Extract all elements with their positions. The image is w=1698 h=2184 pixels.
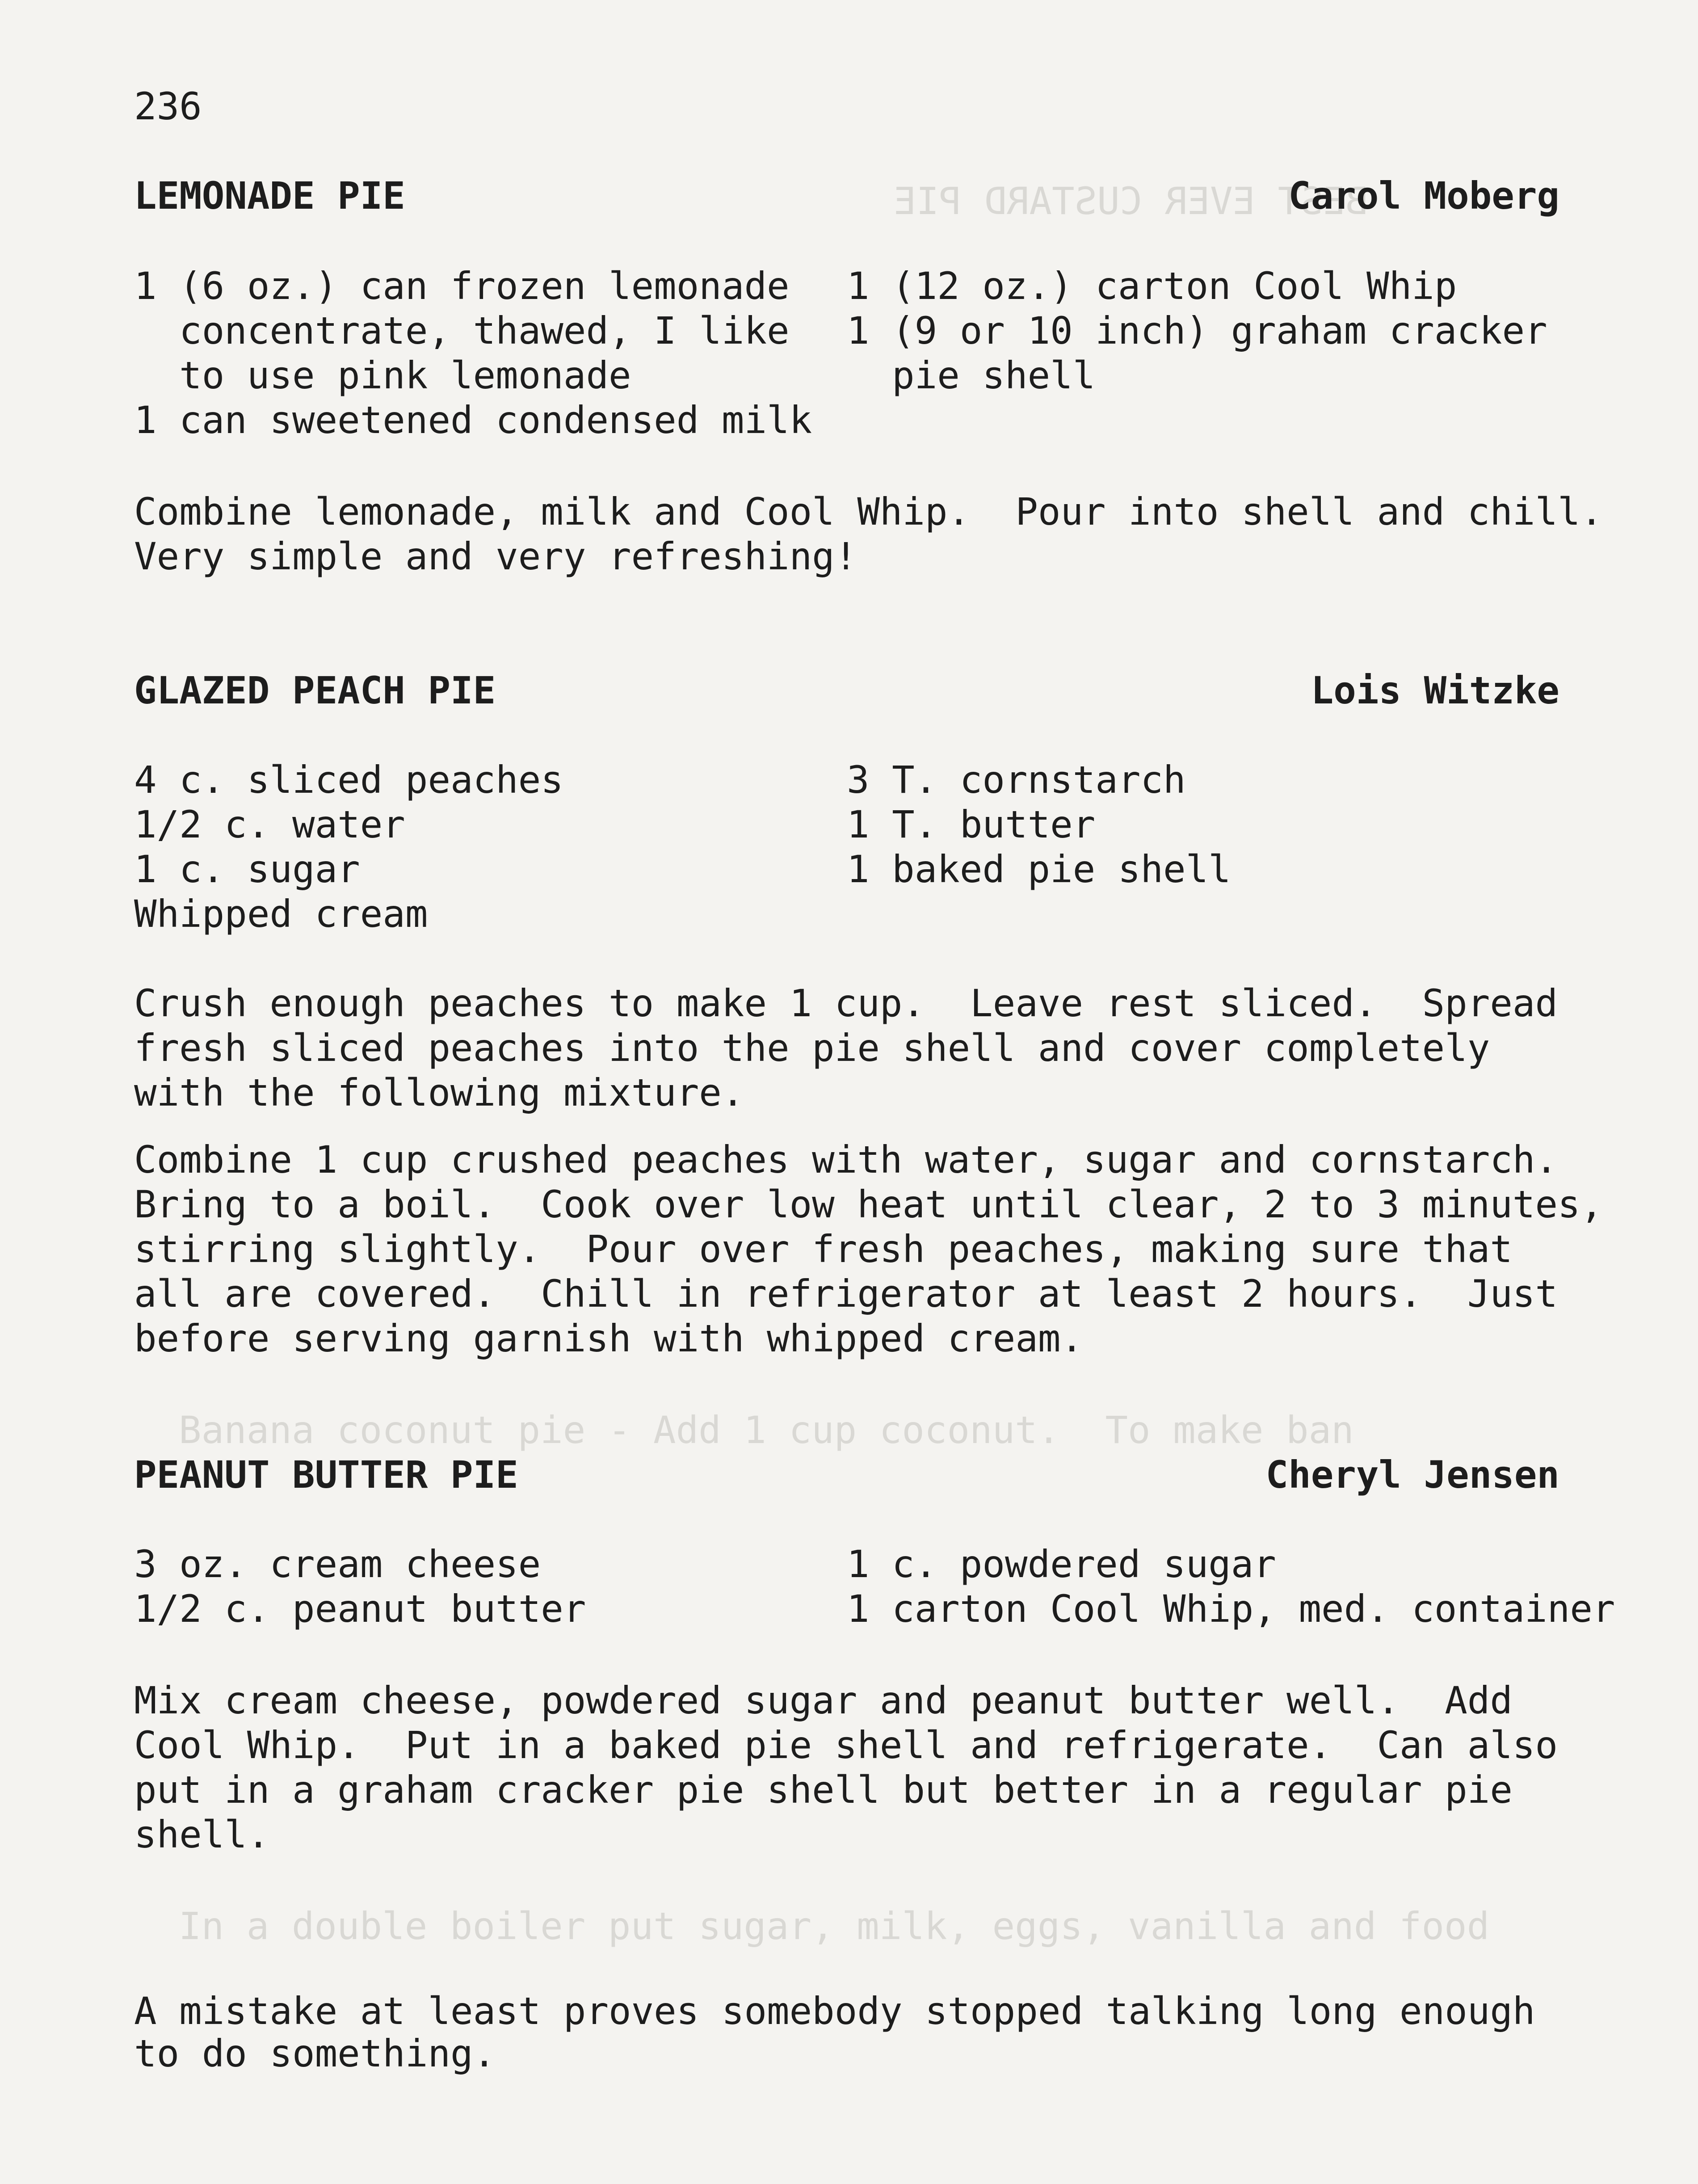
ingredient-line: 1 T. butter	[847, 803, 1096, 846]
direction-line: before serving garnish with whipped cream.	[134, 1317, 1084, 1360]
recipe-author: Cheryl Jensen	[1265, 1453, 1559, 1497]
direction-line: Crush enough peaches to make 1 cup. Leave rest sliced. Spread	[134, 981, 1558, 1025]
direction-line: Cool Whip. Put in a baked pie shell and refrigerate. Can also	[134, 1723, 1558, 1767]
ingredient-line: 4 c. sliced peaches	[134, 758, 563, 802]
quote-line: to do something.	[134, 2032, 496, 2075]
ingredient-line: 3 T. cornstarch	[847, 758, 1186, 802]
direction-line: Mix cream cheese, powdered sugar and peanut butter well. Add	[134, 1679, 1513, 1722]
ingredient-line: to use pink lemonade	[134, 353, 631, 397]
bleed-through-text: BEST EVER CUSTARD PIE	[894, 179, 1369, 223]
ingredient-line: 1 c. sugar	[134, 847, 360, 891]
ingredient-line: 1 (9 or 10 inch) graham cracker	[847, 309, 1547, 353]
direction-line: Very simple and very refreshing!	[134, 534, 857, 578]
ingredient-line: 1 (6 oz.) can frozen lemonade	[134, 264, 790, 308]
bleed-through-text: Banana coconut pie - Add 1 cup coconut. To make ban	[179, 1408, 1354, 1452]
page-number: 236	[134, 84, 202, 128]
direction-line: fresh sliced peaches into the pie shell and cover completely	[134, 1026, 1490, 1070]
ingredient-line: 3 oz. cream cheese	[134, 1542, 541, 1586]
recipe-title: LEMONADE PIE	[134, 174, 405, 218]
direction-line: Combine lemonade, milk and Cool Whip. Pour into shell and chill.	[134, 490, 1603, 534]
recipe-title: GLAZED PEACH PIE	[134, 669, 496, 712]
ingredient-line: 1 baked pie shell	[847, 847, 1231, 891]
direction-line: with the following mixture.	[134, 1071, 744, 1115]
ingredient-line: 1/2 c. peanut butter	[134, 1587, 586, 1631]
direction-line: stirring slightly. Pour over fresh peaches, making sure that	[134, 1227, 1513, 1271]
ingredient-line: 1 (12 oz.) carton Cool Whip	[847, 264, 1457, 308]
direction-line: Combine 1 cup crushed peaches with water, sugar and cornstarch.	[134, 1138, 1558, 1182]
ingredient-line: pie shell	[847, 353, 1096, 397]
recipe-author: Carol Moberg	[1288, 174, 1559, 218]
ingredient-line: Whipped cream	[134, 892, 428, 936]
recipe-author: Lois Witzke	[1311, 669, 1559, 712]
ingredient-line: 1 c. powdered sugar	[847, 1542, 1276, 1586]
ingredient-line: concentrate, thawed, I like	[134, 309, 790, 353]
direction-line: Bring to a boil. Cook over low heat until clear, 2 to 3 minutes,	[134, 1182, 1603, 1226]
ingredient-line: 1/2 c. water	[134, 803, 405, 846]
recipe-title: PEANUT BUTTER PIE	[134, 1453, 518, 1497]
direction-line: shell.	[134, 1813, 270, 1856]
direction-line: put in a graham cracker pie shell but better in a regular pie	[134, 1768, 1513, 1812]
direction-line: all are covered. Chill in refrigerator at least 2 hours. Just	[134, 1272, 1558, 1316]
ingredient-line: 1 carton Cool Whip, med. container	[847, 1587, 1615, 1631]
quote-line: A mistake at least proves somebody stopped talking long enough	[134, 1989, 1535, 2033]
ingredient-line: 1 can sweetened condensed milk	[134, 398, 812, 442]
bleed-through-text: In a double boiler put sugar, milk, eggs, vanilla and food	[179, 1904, 1490, 1948]
